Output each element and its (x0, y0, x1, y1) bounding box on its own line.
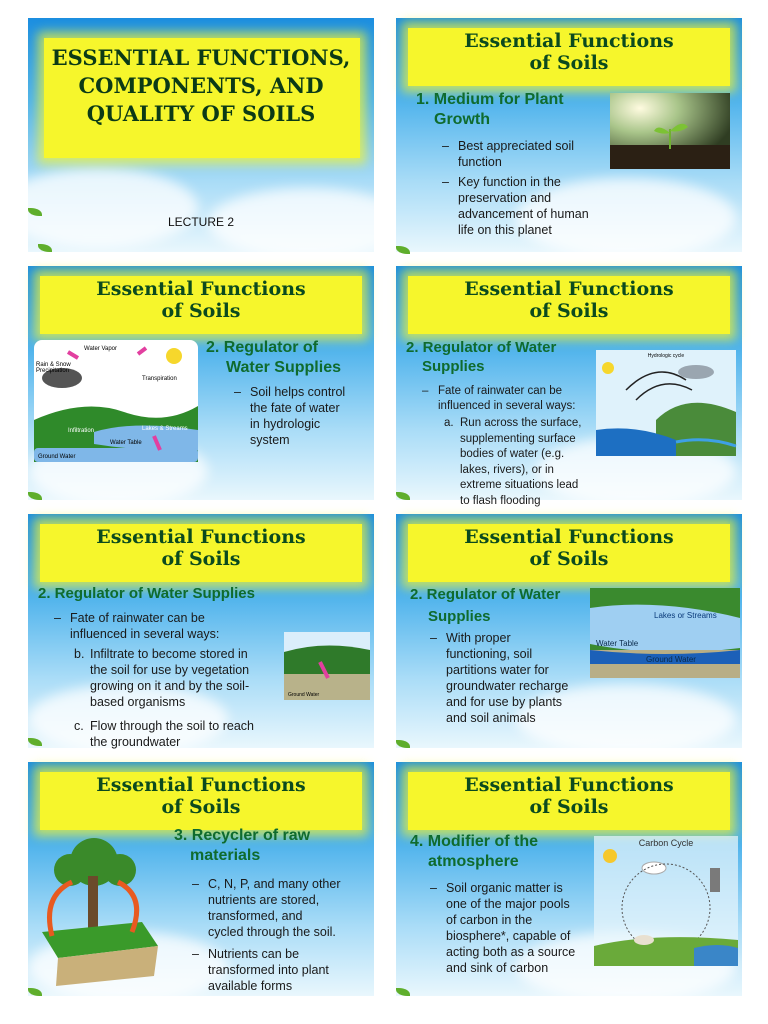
label-infiltration: Infiltration (68, 428, 95, 434)
slide-heading (410, 832, 538, 872)
leaf-decoration-icon (396, 740, 410, 748)
slide-3-water-regulator (28, 266, 374, 500)
slide-1-title (28, 18, 374, 252)
label-ground-water: Ground Water (288, 692, 320, 698)
slide-2-plant-growth (396, 18, 742, 252)
heading-line-2: Supplies (428, 608, 491, 625)
bullet-line: Soil helps control (250, 385, 346, 399)
bullet-line: bodies of water (e.g. (460, 448, 565, 460)
item-a (444, 416, 582, 509)
slide-title-line-1: Essential Functions (96, 774, 306, 796)
slide-title-line-1: Essential Functions (464, 774, 674, 796)
diagram-title: Carbon Cycle (638, 838, 694, 848)
bullet-line: Fate of rainwater can be (438, 385, 563, 397)
bullet-line: transformed, and (208, 909, 303, 923)
main-title-line-3: QUALITY OF SOILS (86, 101, 316, 126)
bullet-line: to flash flooding (460, 494, 541, 507)
bullet-line: advancement of human (458, 207, 589, 221)
bullet-line: acting both as a source (446, 945, 576, 959)
item-b (74, 646, 250, 710)
slide-title-line-2: of Soils (161, 796, 241, 818)
bullet-line: nutrients are stored, (208, 893, 320, 907)
bullet-line: supplementing surface (460, 432, 576, 445)
bullet-line: Infiltrate to become stored in (90, 647, 248, 661)
bullet-1 (430, 630, 569, 726)
dash-icon: – (234, 385, 241, 399)
heading-line-1: 2. Regulator of (206, 339, 319, 356)
item-a-marker: a. (444, 417, 454, 429)
bullet-line: growing on it and by the soil- (90, 679, 250, 693)
dash-icon: – (430, 881, 437, 895)
heading-line-1: 2. Regulator of Water (406, 339, 557, 356)
main-title-line-1: ESSENTIAL FUNCTIONS, (51, 45, 351, 70)
bullet-line: Key function in the (458, 175, 561, 189)
slide-title (28, 526, 374, 570)
slide-title (396, 278, 742, 322)
label-lakes-streams: Lakes or Streams (654, 611, 717, 620)
item-b-marker: b. (74, 647, 85, 661)
bullet-line: available forms (208, 979, 293, 993)
dash-icon: – (192, 947, 199, 961)
bullet-2 (192, 946, 329, 994)
heading-line-2: Water Supplies (226, 359, 341, 376)
bullet-1 (192, 876, 341, 940)
leaf-decoration-icon (396, 988, 410, 996)
bullet-line: the soil for use by vegetation (90, 663, 250, 677)
bullet-line: Nutrients can be (208, 947, 300, 961)
slide-title (28, 278, 374, 322)
bullet-line: system (250, 433, 290, 447)
slide-8-atmosphere (396, 762, 742, 996)
label-water-vapor: Water Vapor (84, 346, 118, 352)
heading-line-2: Supplies (422, 358, 485, 375)
bullet-line: influenced in several ways: (438, 400, 576, 412)
main-title (28, 44, 374, 128)
slide-heading (174, 826, 310, 866)
bullet-line: functioning, soil (446, 647, 533, 661)
dash-icon: – (430, 631, 437, 645)
heading-line-1: 4. Modifier of the (410, 833, 538, 850)
slide-title-line-2: of Soils (161, 300, 241, 322)
bullet-line: of carbon in the (446, 913, 533, 927)
bullet-line: and for use by plants (446, 695, 563, 709)
slide-title (396, 774, 742, 818)
slide-title (28, 774, 374, 818)
label-ground-water: Ground Water (646, 655, 696, 664)
leaf-decoration-icon (38, 244, 52, 252)
slide-title (396, 30, 742, 74)
label-precipitation: Precipitation (36, 368, 70, 374)
infiltration-diagram (284, 632, 370, 700)
dash-icon: – (442, 175, 449, 189)
intro-bullet (54, 610, 220, 642)
dash-icon: – (192, 877, 199, 891)
bullet-line: C, N, P, and many other (208, 877, 341, 891)
slide-title-line-2: of Soils (529, 52, 609, 74)
slide-title-line-1: Essential Functions (464, 526, 674, 548)
label-water-table: Water Table (596, 639, 639, 648)
bullet-line: partitions water for (446, 663, 549, 677)
leaf-decoration-icon (28, 738, 42, 746)
nutrient-cycle-diagram (32, 836, 162, 986)
slide-6-water-partition (396, 514, 742, 748)
slide-heading (410, 584, 560, 628)
groundwater-diagram (590, 588, 740, 678)
main-title-line-2: COMPONENTS, AND (78, 73, 324, 98)
bullet-1 (430, 880, 576, 976)
slide-heading: 2. Regulator of Water Supplies (38, 585, 255, 602)
bullet-line: lakes, rivers), or in (460, 463, 554, 476)
label-water-table: Water Table (110, 440, 142, 446)
bullet-line: Run across the surface, (460, 417, 582, 429)
leaf-decoration-icon (396, 492, 410, 500)
bullet-1 (234, 384, 346, 448)
slide-title-line-1: Essential Functions (464, 30, 674, 52)
slide-5-water-infiltrate (28, 514, 374, 748)
slide-title-line-1: Essential Functions (96, 278, 306, 300)
dash-icon: – (442, 139, 449, 153)
heading-line-1: 3. Recycler of raw (174, 827, 311, 844)
leaf-decoration-icon (396, 246, 410, 254)
heading-line-2: atmosphere (428, 853, 519, 870)
label-lakes-streams: Lakes & Streams (142, 426, 188, 432)
item-c-marker: c. (74, 719, 84, 733)
slide-title-line-2: of Soils (529, 300, 609, 322)
bullet-line: influenced in several ways: (70, 627, 220, 641)
item-c (74, 718, 254, 750)
bullet-line: in hydrologic (250, 417, 321, 431)
label-transpiration: Transpiration (142, 376, 177, 382)
heading-line-2: materials (190, 847, 261, 864)
diagram-title: Hydrologic cycle (647, 353, 685, 359)
carbon-cycle-diagram (594, 836, 738, 966)
slide-title-line-2: of Soils (529, 548, 609, 570)
slide-7-recycler (28, 762, 374, 996)
heading-line-2: Growth (434, 111, 490, 128)
bullet-line: extreme situations lead (460, 479, 579, 491)
heading-line-1: 2. Regulator of Water (410, 586, 561, 603)
heading-line-1: 1. Medium for Plant (416, 91, 564, 108)
bullet-line: cycled through the soil. (208, 925, 336, 939)
bullet-line: Soil organic matter is (446, 881, 563, 895)
bullet-line: one of the major pools (446, 897, 570, 911)
bullet-line: life on this planet (458, 223, 552, 237)
leaf-decoration-icon (28, 988, 42, 996)
label-ground-water: Ground Water (38, 454, 76, 460)
bullet-line: the fate of water (250, 401, 340, 415)
slide-heading (206, 338, 341, 378)
intro-bullet (422, 384, 576, 414)
seedling-photo (610, 93, 730, 169)
bullet-line: groundwater recharge (446, 679, 569, 693)
lecture-label: LECTURE 2 (168, 215, 235, 229)
bullet-line: Fate of rainwater can be (70, 611, 205, 625)
bullet-line: the groundwater (90, 735, 181, 749)
bullet-line: transformed into plant (208, 963, 329, 977)
slide-title-line-1: Essential Functions (96, 526, 306, 548)
bullet-2 (442, 174, 589, 238)
slide-heading (406, 338, 556, 376)
dash-icon: – (54, 611, 61, 625)
slide-title-line-2: of Soils (161, 548, 241, 570)
slide-heading (416, 90, 564, 130)
bullet-line: With proper (446, 631, 511, 645)
bullet-1 (442, 138, 575, 170)
bullet-line: function (458, 155, 502, 169)
bullet-line: preservation and (458, 191, 552, 205)
label-rain-snow: Rain & Snow (36, 362, 71, 368)
bullet-line: Flow through the soil to reach (90, 719, 254, 733)
leaf-decoration-icon (28, 492, 42, 500)
slide-4-water-surface (396, 266, 742, 507)
slide-title-line-2: of Soils (529, 796, 609, 818)
bullet-line: biosphere*, capable of (446, 929, 571, 943)
bullet-line: and sink of carbon (446, 961, 549, 975)
slide-title (396, 526, 742, 570)
water-cycle-diagram (34, 340, 198, 462)
bullet-line: Best appreciated soil (458, 139, 575, 153)
dash-icon: – (422, 385, 429, 397)
slide-title-line-1: Essential Functions (464, 278, 674, 300)
bullet-line: and soil animals (446, 711, 536, 725)
hydrologic-cycle-diagram (596, 350, 736, 456)
bullet-line: based organisms (90, 695, 186, 709)
